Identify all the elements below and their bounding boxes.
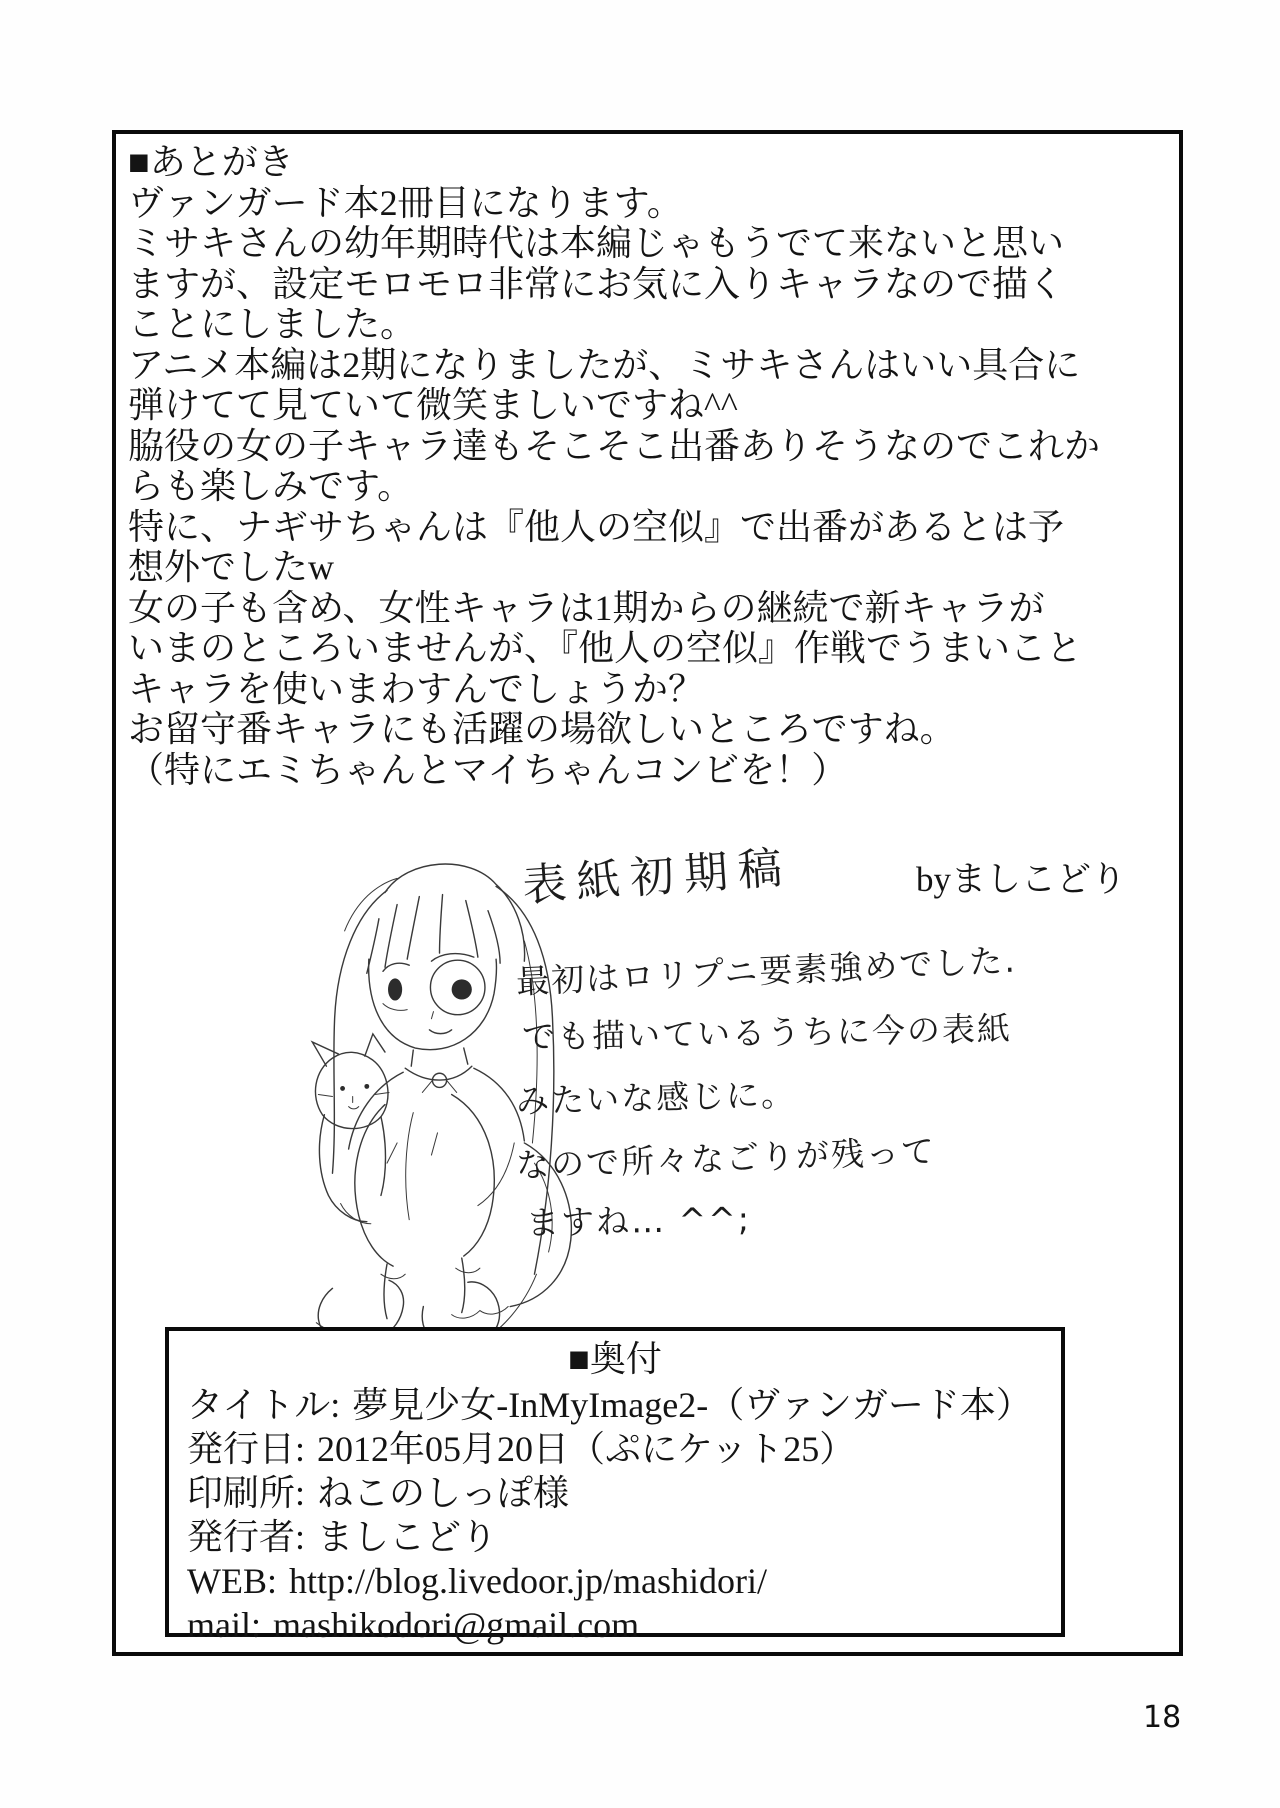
afterword-section	[128, 142, 1158, 790]
colophon-row-mail	[169, 1603, 1061, 1647]
sketch-note-title: 表紙初期稿	[520, 842, 794, 912]
afterword-line: 脇役の女の子キャラ達もそこそこ出番ありそうなのでこれか	[128, 425, 1101, 466]
afterword-line: 特に、ナギサちゃんは『他人の空似』で出番があるとは予	[128, 506, 1065, 547]
colophon-label: WEB:	[187, 1561, 277, 1601]
colophon-box	[165, 1327, 1065, 1645]
colophon-row-printer	[169, 1471, 1061, 1515]
afterword-line: ヴァンガード本2冊目になります。	[128, 182, 683, 223]
afterword-line: アニメ本編は2期になりましたが、ミサキさんはいい具合に	[128, 344, 1081, 385]
colophon-heading: ■奥付	[568, 1339, 662, 1379]
colophon-value: ねこのしっぽ様	[317, 1473, 570, 1513]
colophon-value: ましこどり	[317, 1517, 498, 1557]
colophon-value: http://blog.livedoor.jp/mashidori/	[288, 1561, 767, 1601]
colophon-label: タイトル:	[187, 1385, 341, 1425]
colophon-value: mashikodori@gmail.com	[273, 1605, 640, 1645]
afterword-line: 弾けてて見ていて微笑ましいですね^^	[128, 385, 738, 425]
page-number: 18	[1143, 1700, 1182, 1735]
sketch-note-line: なので所々なごりが残って	[515, 1131, 937, 1186]
afterword-line: いまのところいませんが、『他人の空似』作戦でうまいこと	[128, 628, 1083, 668]
sketch-note-line: ますね… ^^;	[525, 1199, 752, 1243]
sketch-note-lines	[516, 940, 1036, 1250]
afterword-line: 想外でしたw	[128, 547, 334, 587]
sketch-note-line: みたいな感じに。	[515, 1074, 797, 1121]
afterword-line: 女の子も含め、女性キャラは1期からの継続で新キャラが	[128, 587, 1045, 628]
colophon-row-title	[169, 1383, 1061, 1427]
afterword-line: らも楽しみです。	[128, 466, 414, 506]
colophon-label: 印刷所:	[187, 1473, 306, 1513]
sketch-note-line: でも描いているうちに今の表紙	[521, 1008, 1013, 1057]
afterword-heading: ■あとがき	[128, 142, 294, 182]
colophon-label: 発行者:	[187, 1517, 306, 1557]
page-border	[112, 130, 1183, 1656]
colophon-value: 2012年05月20日（ぷにケット25）	[317, 1429, 856, 1469]
colophon-label: 発行日:	[187, 1429, 306, 1469]
sketch-note-line: 最初はロリプニ要素強めでした.	[515, 940, 1018, 1002]
afterword-line: （特にエミちゃんとマイちゃんコンビを！）	[128, 749, 848, 790]
colophon-label: mail:	[187, 1605, 261, 1645]
colophon-value: 夢見少女-InMyImage2-（ヴァンガード本）	[352, 1385, 1032, 1425]
colophon-row-publisher	[169, 1515, 1061, 1559]
colophon-row-date	[169, 1427, 1061, 1471]
colophon-row-web	[169, 1559, 1061, 1603]
afterword-line: キャラを使いまわすんでしょうか？	[128, 668, 705, 709]
afterword-line: ミサキさんの幼年期時代は本編じゃもうでて来ないと思い	[128, 223, 1065, 263]
sketch-note-byline: byましこどり	[916, 860, 1127, 899]
afterword-line: ますが、設定モロモロ非常にお気に入りキャラなので描く	[128, 263, 1065, 304]
afterword-line: ことにしました。	[128, 304, 417, 344]
afterword-line: お留守番キャラにも活躍の場欲しいところですね。	[128, 709, 956, 749]
